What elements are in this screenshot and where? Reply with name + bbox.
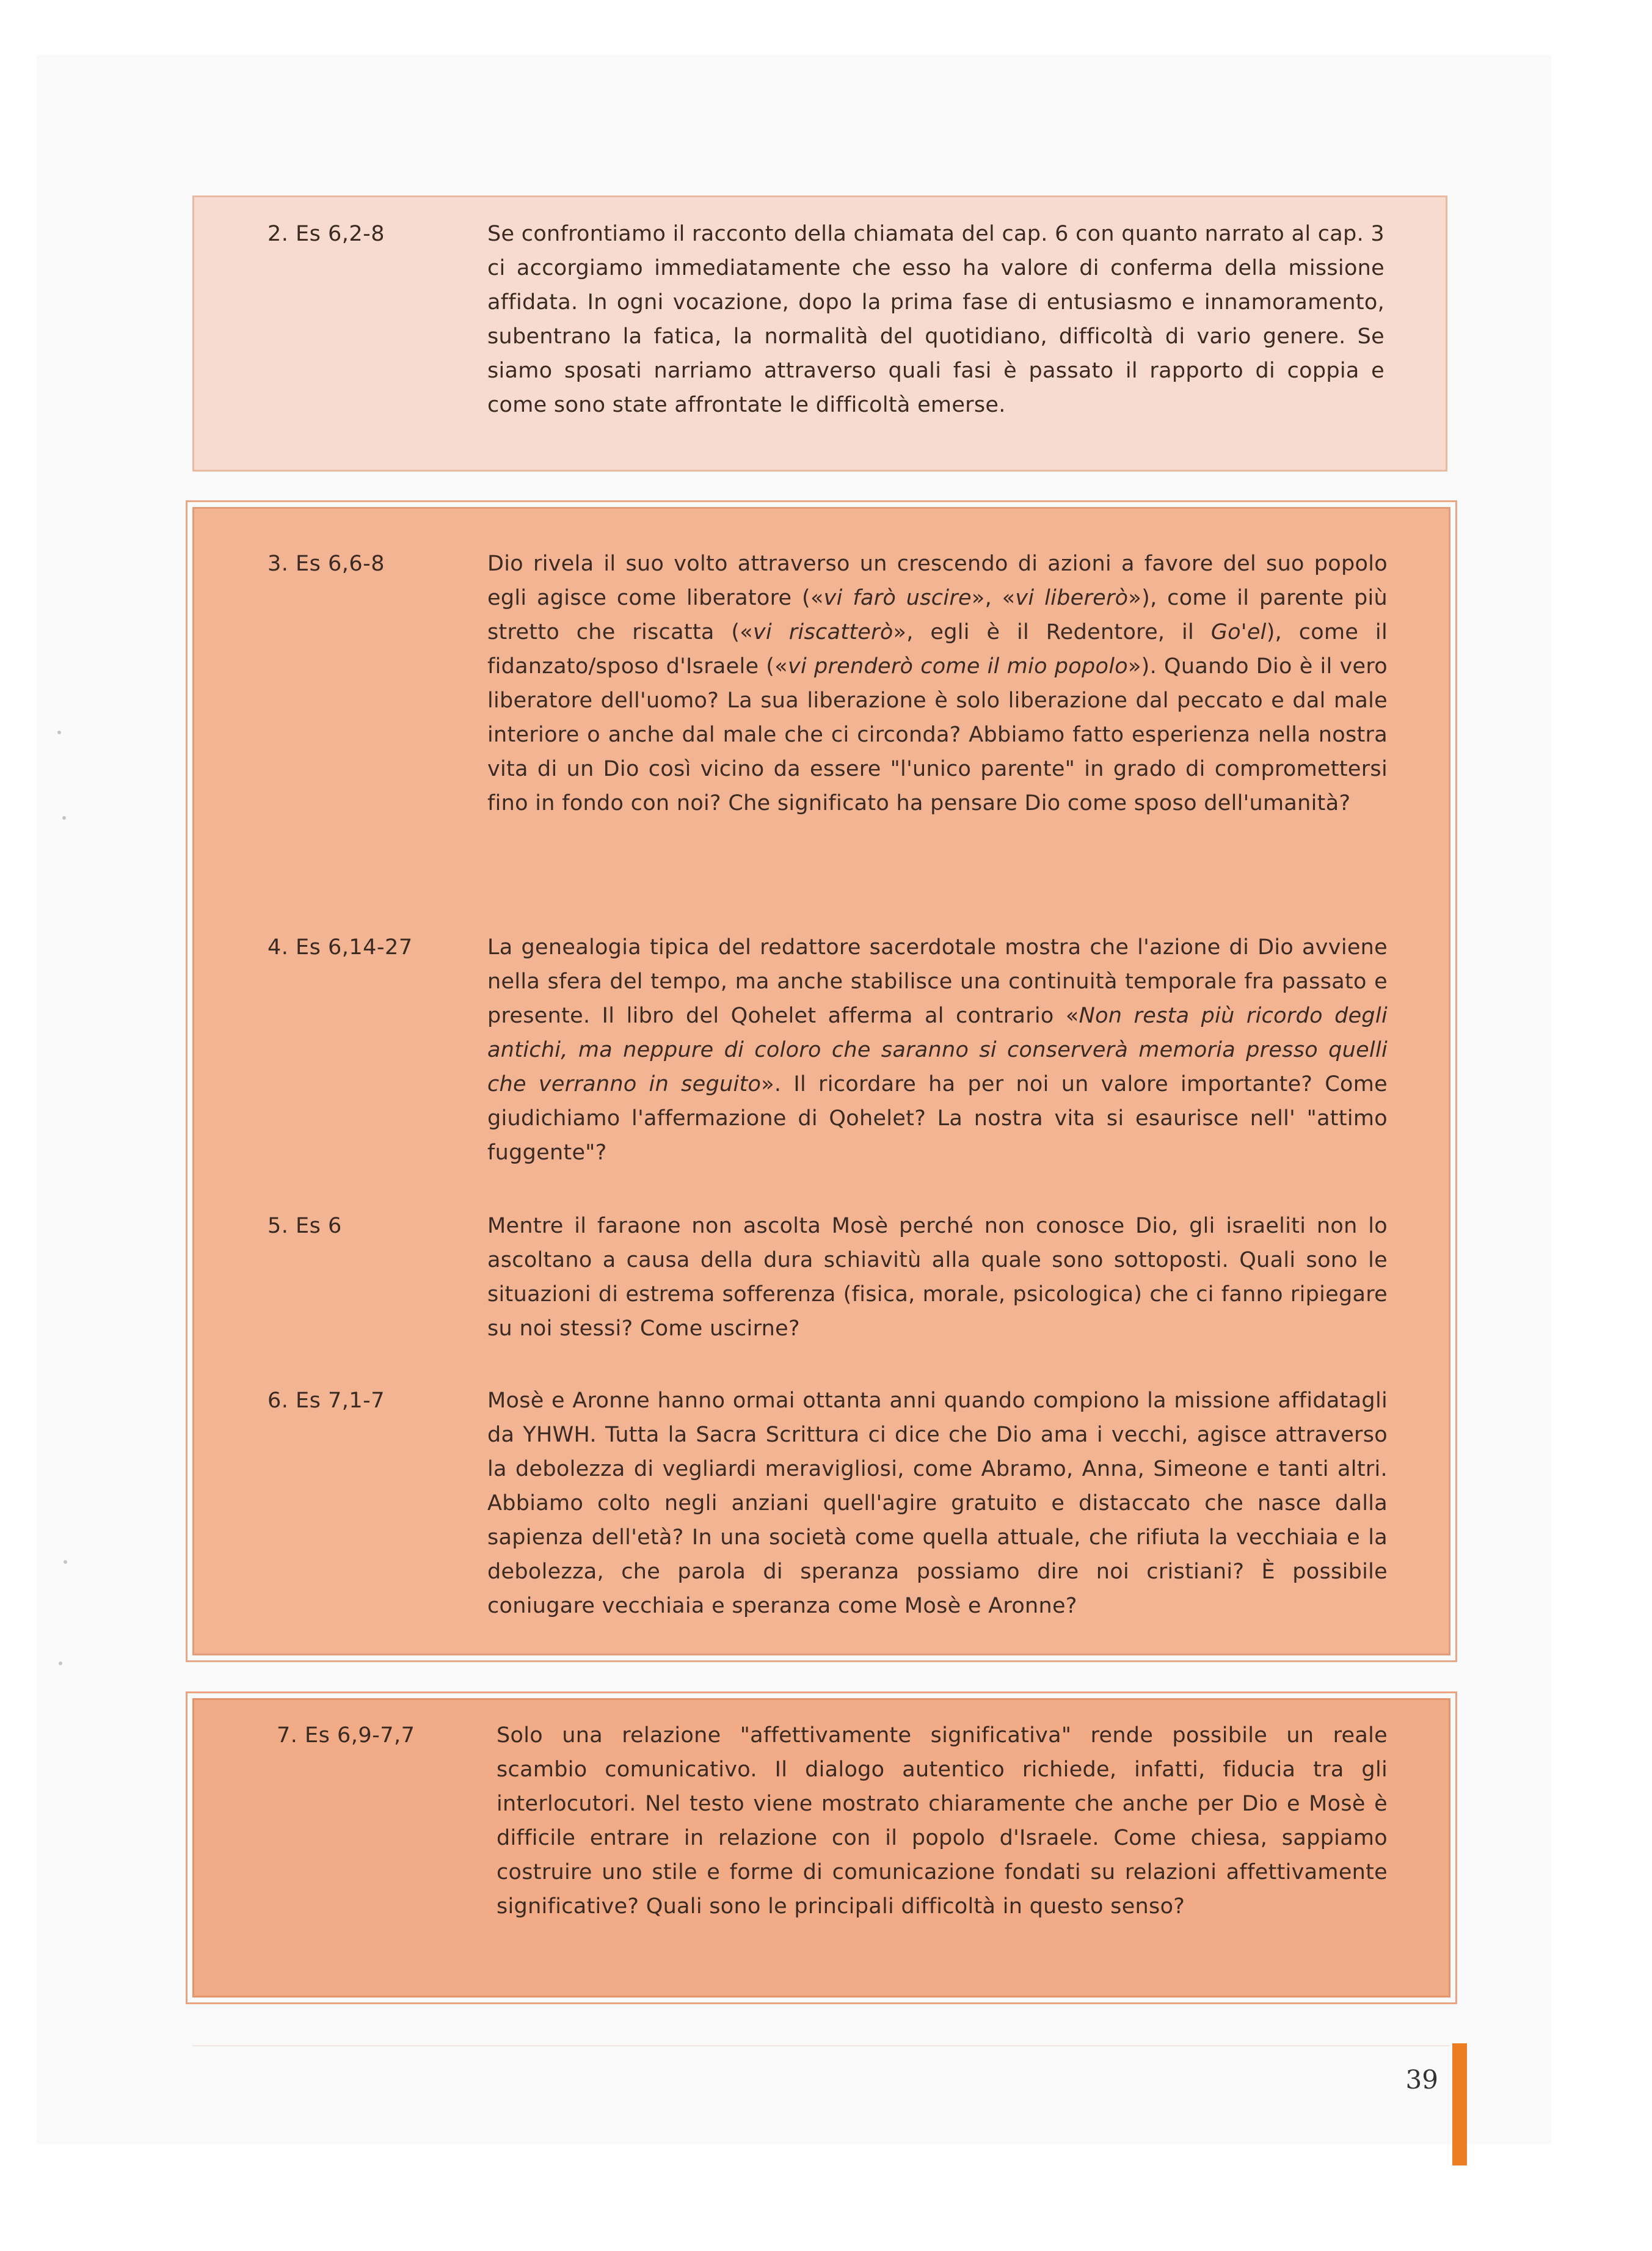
quote-segment: vi prenderò come il mio popolo (787, 654, 1128, 679)
bible-reference: 2. Es 6,2-8 (267, 222, 385, 246)
bible-reference: 3. Es 6,6-8 (267, 552, 385, 576)
footer-divider (192, 2045, 1450, 2046)
text-segment: »), come il parente più stretto che riscatta (« (487, 586, 1388, 644)
text-segment: Dio rivela il suo volto attraverso un crescendo di azioni a favore del suo popolo egli agisce come liberatore (« (487, 552, 1388, 610)
question-box-1 (192, 195, 1447, 472)
text-segment: ), come il fidanzato/sposo d'Israele (« (487, 620, 1388, 679)
scan-speck (59, 1662, 62, 1665)
page-number: 39 (1405, 2065, 1438, 2095)
text-segment: », egli è il Redentore, il (893, 620, 1211, 644)
question-entry (267, 1209, 1388, 1346)
quote-segment: vi farò uscire (823, 586, 972, 610)
bible-reference: 6. Es 7,1-7 (267, 1388, 385, 1413)
scan-speck (62, 816, 66, 820)
quote-segment: vi libererò (1015, 586, 1129, 610)
bible-reference: 5. Es 6 (267, 1214, 342, 1238)
question-entry (267, 217, 1385, 422)
scan-speck (57, 731, 61, 734)
question-entry (277, 1718, 1388, 1924)
question-text (487, 547, 1388, 820)
question-entry (267, 1384, 1388, 1623)
question-text: Se confrontiamo il racconto della chiamata del cap. 6 con quanto narrato al cap. 3 ci accorgiamo immediatamente che esso ha valore di conferma della missione affidata. In ogni vocazione, dopo la prima fase di entusiasmo e innamoramento, subentrano la fatica, la normalità del quotidiano, difficoltà di vario genere. Se siamo sposati narriamo attraverso quali fasi è passato il rapporto di coppia e come sono state affrontate le difficoltà emerse. (487, 222, 1385, 417)
question-box-3 (192, 1698, 1450, 1997)
text-segment: », « (971, 586, 1016, 610)
question-text: Solo una relazione "affettivamente significativa" rende possibile un reale scambio comunicativo. Il dialogo autentico richiede, infatti, fiducia tra gli interlocutori. Nel testo viene mostrato chiaramente che anche per Dio e Mosè è difficile entrare in relazione con il popolo d'Israele. Come chiesa, sappiamo costruire uno stile e forme di comunicazione fondati su relazioni affettivamente significative? Quali sono le principali difficoltà in questo senso? (497, 1723, 1388, 1919)
term-segment: Go'el (1210, 620, 1267, 644)
question-text: Mosè e Aronne hanno ormai ottanta anni quando compiono la missione affidatagli da YHWH. Tutta la Sacra Scrittura ci dice che Dio ama i vecchi, agisce attraverso la debolezza di vegliardi meravigliosi, come Abramo, Anna, Simeone e tanti altri. Abbiamo colto negli anziani quell'agire gratuito e distaccato che nasce dalla sapienza dell'età? In una società come quella attuale, che rifiuta la vecchiaia e la debolezza, che parola di speranza possiamo dire noi cristiani? È possibile coniugare vecchiaia e speranza come Mosè e Aronne? (487, 1388, 1388, 1618)
text-segment: ». Il ricordare ha per noi un valore importante? Come giudichiamo l'affermazione di Qohelet? La nostra vita si esaurisce nell' "attimo fuggente"? (487, 1072, 1388, 1165)
question-entry (267, 930, 1388, 1170)
question-entry (267, 547, 1388, 820)
question-text: Mentre il faraone non ascolta Mosè perché non conosce Dio, gli israeliti non lo ascoltano a causa della dura schiavitù alla quale sono sottoposti. Quali sono le situazioni di estrema sofferenza (fisica, morale, psicologica) che ci fanno ripiegare su noi stessi? Come uscirne? (487, 1214, 1388, 1341)
quote-segment: vi riscatterò (753, 620, 893, 644)
bible-reference: 7. Es 6,9-7,7 (277, 1723, 415, 1748)
page-edge-tab (1452, 2043, 1467, 2165)
question-text (487, 930, 1388, 1170)
scan-speck (64, 1560, 67, 1564)
text-segment: La genealogia tipica del redattore sacerdotale mostra che l'azione di Dio avviene nella sfera del tempo, ma anche stabilisce una continuità temporale fra passato e presente. Il libro del Qohelet afferma al contrario « (487, 935, 1388, 1028)
bible-reference: 4. Es 6,14-27 (267, 935, 413, 960)
text-segment: »). Quando Dio è il vero liberatore dell'uomo? La sua liberazione è solo liberazione dal peccato e dal male interiore o anche dal male che ci circonda? Abbiamo fatto esperienza nella nostra vita di un Dio così vicino da essere "l'unico parente" in grado di compromettersi fino in fondo con noi? Che significato ha pensare Dio come sposo dell'umanità? (487, 654, 1388, 815)
quote-segment: Non resta più ricordo degli antichi, ma neppure di coloro che saranno si conserverà memoria presso quelli che verranno in seguito (487, 1004, 1388, 1096)
question-box-2 (192, 507, 1450, 1655)
